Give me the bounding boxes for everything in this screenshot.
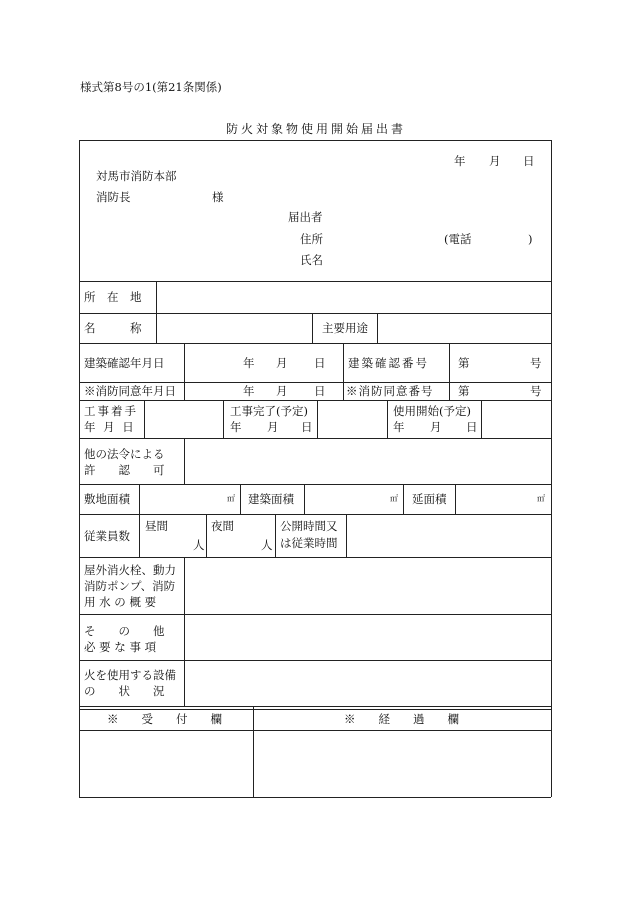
building-area-unit: ㎡	[390, 494, 398, 503]
progress-label: ※ 経 過 欄	[344, 712, 459, 726]
construction-start-label-1: 工事着手	[84, 404, 138, 418]
employees-label: 従業員数	[84, 529, 130, 543]
reception-label: ※ 受 付 欄	[107, 712, 222, 726]
phone-close: )	[528, 232, 533, 246]
building-confirm-no-label: 建築確認番号	[348, 356, 429, 370]
date-year: 年	[454, 154, 466, 168]
fc-year: 年	[243, 384, 255, 398]
fc-no-suffix: 号	[530, 384, 542, 398]
other-items-label-1: そ の 他	[84, 624, 165, 638]
us-day: 日	[466, 420, 478, 434]
nighttime-unit: 人	[261, 538, 273, 552]
bc-year: 年	[243, 356, 255, 370]
location-label: 所 在 地	[84, 290, 142, 304]
phone-label: (電話	[444, 232, 472, 246]
public-hours-label-2: は従業時間	[280, 536, 338, 550]
main-use-label: 主要用途	[322, 321, 368, 335]
name-field-label: 名 称	[84, 321, 142, 335]
construction-end-label: 工事完了(予定)	[230, 404, 308, 418]
hydrant-label-1: 屋外消火栓、動力	[84, 563, 176, 577]
building-confirm-date-label: 建築確認年月日	[84, 356, 165, 370]
page-title: 防火対象物使用開始届出書	[226, 122, 407, 136]
fc-day: 日	[314, 384, 326, 398]
ce-day: 日	[301, 420, 313, 434]
construction-start-label-2: 年 月 日	[84, 420, 136, 434]
daytime-unit: 人	[193, 538, 205, 552]
hydrant-label-2: 消防ポンプ、消防	[84, 579, 176, 593]
notifier-label: 届出者	[288, 210, 323, 224]
bc-day: 日	[314, 356, 326, 370]
address-label: 住所	[300, 232, 323, 246]
ce-month: 月	[267, 420, 279, 434]
us-month: 月	[430, 420, 442, 434]
fire-consent-date-label: ※消防同意年月日	[84, 384, 176, 398]
bc-no-suffix: 号	[530, 356, 542, 370]
us-year: 年	[393, 420, 405, 434]
hydrant-label-3: 用 水 の 概 要	[84, 595, 157, 609]
building-area-label: 建築面積	[248, 492, 294, 506]
other-law-label-2: 許 認 可	[84, 463, 165, 477]
ce-year: 年	[230, 420, 242, 434]
use-start-label: 使用開始(予定)	[393, 404, 471, 418]
daytime-label: 昼間	[145, 519, 168, 533]
fc-no-prefix: 第	[458, 384, 470, 398]
site-area-unit: ㎡	[227, 494, 235, 503]
site-area-label: 敷地面積	[84, 492, 130, 506]
bc-month: 月	[276, 356, 288, 370]
public-hours-label-1: 公開時間又	[280, 519, 338, 533]
addressee-honorific: 様	[212, 190, 224, 204]
total-floor-area-unit: ㎡	[537, 494, 545, 503]
nighttime-label: 夜間	[211, 519, 234, 533]
date-month: 月	[489, 154, 501, 168]
addressee-title: 消防長	[96, 190, 131, 204]
other-law-label-1: 他の法令による	[84, 447, 165, 461]
name-label: 氏名	[300, 253, 323, 267]
other-items-label-2: 必 要 な 事 項	[84, 640, 157, 654]
bc-no-prefix: 第	[458, 356, 470, 370]
date-day: 日	[523, 154, 535, 168]
fire-consent-no-label: ※消防同意番号	[346, 384, 434, 398]
total-floor-area-label: 延面積	[412, 492, 447, 506]
fire-equipment-label-1: 火を使用する設備	[84, 668, 176, 682]
fc-month: 月	[276, 384, 288, 398]
addressee-org: 対馬市消防本部	[96, 169, 177, 183]
form-number: 様式第8号の1(第21条関係)	[80, 80, 222, 94]
fire-equipment-label-2: の 状 況	[84, 684, 165, 698]
